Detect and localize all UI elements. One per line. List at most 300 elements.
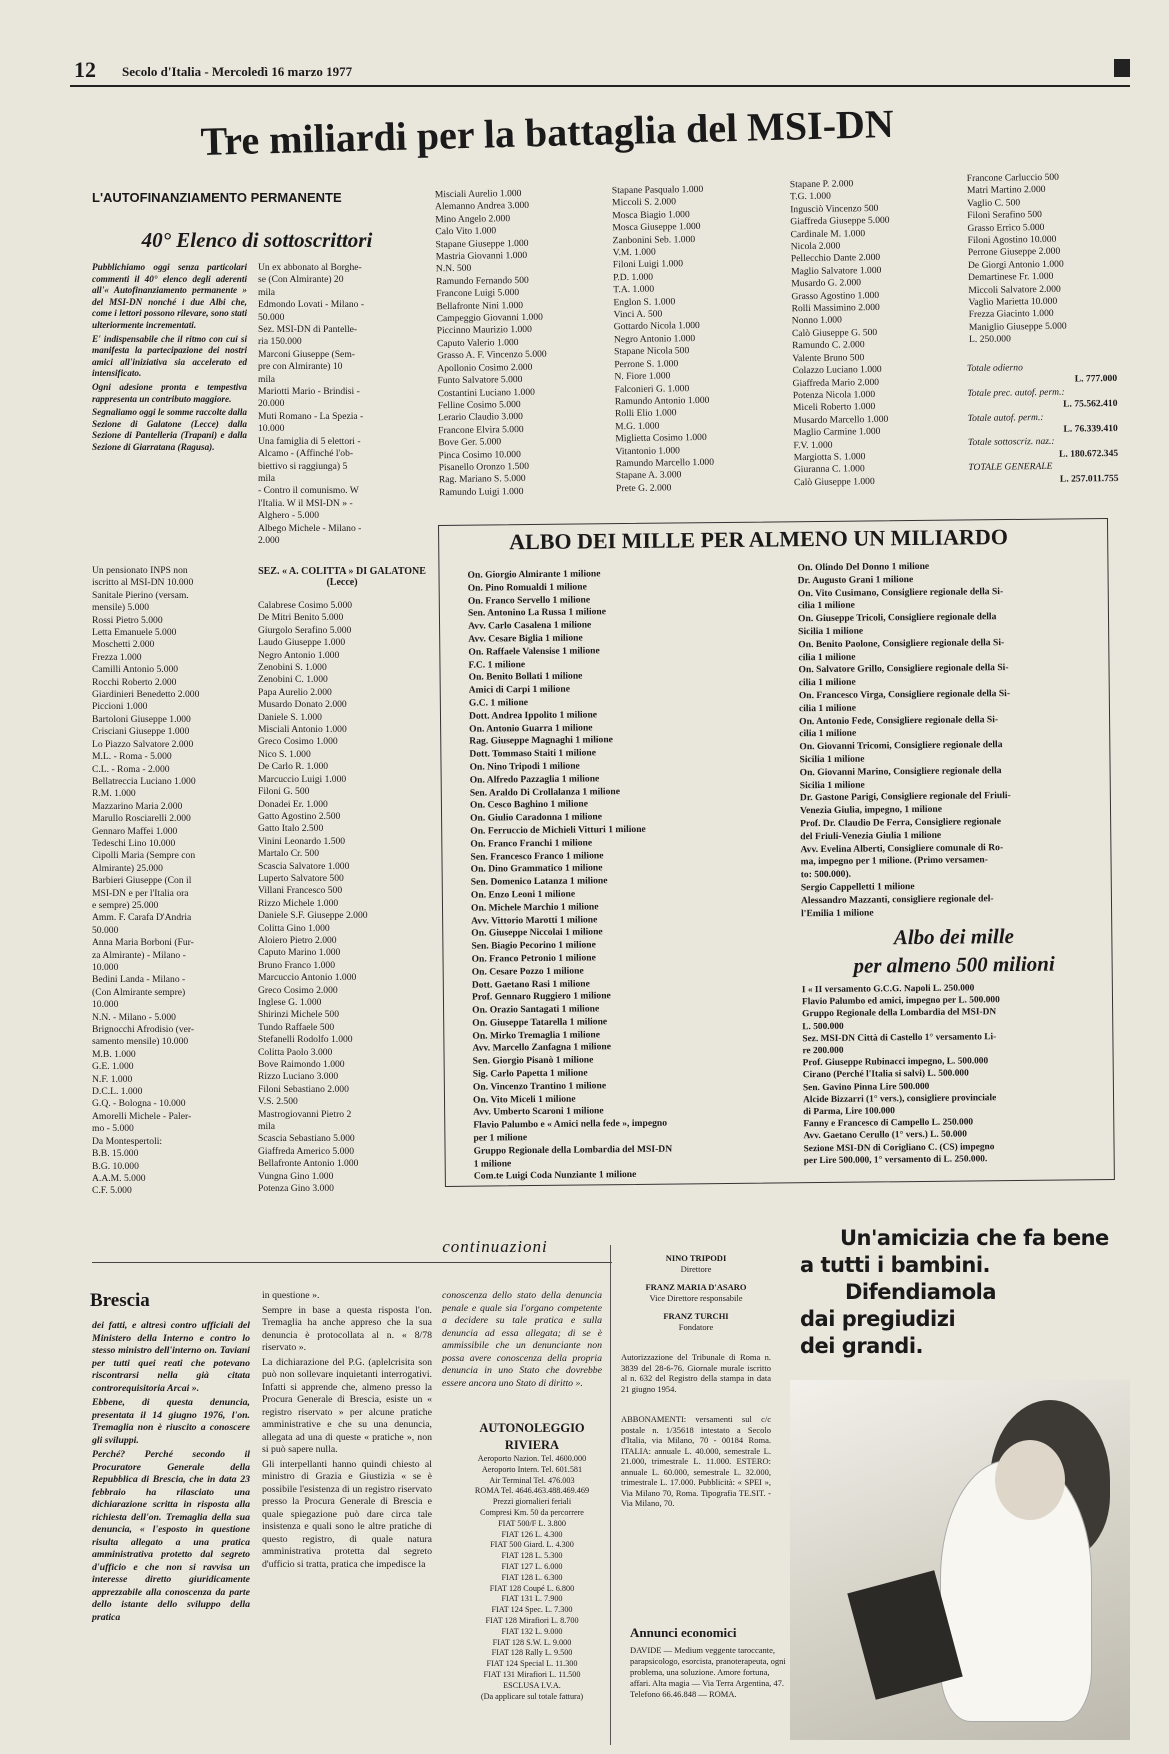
list-item: Mariotti Mario - Brindisi - <box>258 386 360 398</box>
section-kicker: L'AUTOFINANZIAMENTO PERMANENTE <box>92 190 342 205</box>
list-item: Pisanello Oronzo 1.500 <box>438 460 530 474</box>
list-item: Ramundo Antonio 1.000 <box>614 394 710 408</box>
list-item: Almirante) 25.000 <box>92 862 163 874</box>
list-item: Cardinale M. 1.000 <box>790 227 866 240</box>
albo-500-entry: Alcide Bizzarri (1° vers.), consigliere provinciale <box>802 1093 997 1106</box>
list-item: Daniele S. 1.000 <box>258 711 322 723</box>
list-item: B.G. 10.000 <box>92 1160 139 1172</box>
albo-entry: On. Franco Petronio 1 milione <box>471 952 596 965</box>
list-item: T.G. 1.000 <box>789 191 831 203</box>
total-label: Totale autof. perm.: <box>967 411 1044 424</box>
albo-500-entry: Fanny e Francesco di Campello L. 250.000 <box>803 1117 974 1130</box>
albo-entry: Sen. Giorgio Pisanò 1 milione <box>472 1054 594 1067</box>
list-item: ria 150.000 <box>258 336 302 348</box>
list-item: Campeggio Giovanni 1.000 <box>436 311 543 325</box>
list-item: Nonno 1.000 <box>791 314 842 327</box>
albo-entry: Rag. Giuseppe Magnaghi 1 milione <box>469 734 613 748</box>
list-item: Moschetti 2.000 <box>92 639 155 651</box>
albo-entry: cilia 1 milione <box>798 651 856 663</box>
totals-block <box>967 361 1119 523</box>
albo-entry: Sen. Francesco Franco 1 milione <box>470 849 604 863</box>
list-col4 <box>612 183 788 505</box>
intro-paragraph: E' indispensabile che il ritmo con cui si manifesta la partecipazione dei nostri amici all'iniziativa sia accelerato ed intensificato. <box>92 333 247 379</box>
albo-500-entry: Flavio Palumbo ed amici, impegno per L. 500.000 <box>801 995 1000 1008</box>
albo-entry: Dott. Gaetano Rasi 1 milione <box>471 977 590 991</box>
list-item: - Contro il comunismo. W <box>258 485 359 497</box>
list-item: De Carlo R. 1.000 <box>258 761 329 773</box>
albo-entry: On. Giovanni Tricomi, Consigliere regionale della <box>799 739 1003 753</box>
albo-entry: On. Giuseppe Tatarella 1 milione <box>472 1016 608 1029</box>
list-item: Giaffreda Mario 2.000 <box>792 376 880 389</box>
albo-mille-box <box>438 518 1115 1187</box>
list-item: Stapane A. 3.000 <box>615 469 682 482</box>
annunci-title: Annunci economici <box>630 1625 737 1640</box>
list-item: De Mitri Benito 5.000 <box>258 612 344 624</box>
article-paragraph: Gli interpellanti hanno quindi chiesto al ministro di Grazia e Giustizia « se è possibile l'esistenza di un registro riservato presso la Procura Generale di Brescia e quale spiegazione può dare circa tale insistenza e quali sono le altre pratiche di questo registro, di quale natura amministrativa protetta dal segreto d'ufficio si tratta, pratica che impedisce la <box>262 1458 432 1570</box>
albo-500-entry: I « II versamento G.C.G. Napoli L. 250.000 <box>801 983 975 996</box>
total-label: TOTALE GENERALE <box>968 461 1053 474</box>
brescia-title: Brescia <box>90 1290 150 1311</box>
list-item: C.L. - Roma - 2.000 <box>92 763 170 775</box>
albo-entry: On. Vito Miceli 1 milione <box>472 1093 576 1106</box>
list-item: Ingusciò Vincenzo 500 <box>790 202 879 216</box>
ad-headline-1: Un'amicizia che fa bene <box>840 1226 1109 1250</box>
total-label: Totale prec. autof. perm.: <box>967 386 1065 399</box>
list-item: 50.000 <box>258 311 285 323</box>
article-paragraph: Sempre in base a questa risposta l'on. Tremaglia ha anche appreso che la sua denuncia è protocollata al n. « 8/78 riservato ». <box>262 1304 432 1353</box>
list-item: mila <box>258 472 276 484</box>
list-item: Scascia Sebastiano 5.000 <box>258 1133 355 1145</box>
albo-entry: Avv. Umberto Scaroni 1 milione <box>473 1105 604 1119</box>
albo-entry: G.C. 1 milione <box>468 697 529 709</box>
list-item: Vitantonio 1.000 <box>615 444 681 457</box>
albo-entry: On. Giovanni Marino, Consigliere regionale della <box>799 764 1002 778</box>
list-item: Pellecchio Dante 2.000 <box>790 252 881 265</box>
autonoleggio-line: ROMA Tel. 4646.463.488.469.469 <box>474 1486 590 1496</box>
albo-entry: Avv. Evelina Alberti, Consigliere comunale di Ro- <box>800 841 1004 855</box>
albo-entry: cilia 1 milione <box>798 702 857 714</box>
list-item: Zanbonini Seb. 1.000 <box>612 233 696 246</box>
albo-entry: Sen. Biagio Pecorino 1 milione <box>471 939 596 952</box>
albo-entry: On. Enzo Leoni 1 milione <box>470 888 576 901</box>
director-role: Direttore <box>680 1263 712 1274</box>
list-item: Inglese G. 1.000 <box>258 997 322 1008</box>
list-item: N.N. - Milano - 5.000 <box>92 1011 176 1023</box>
list-item: Gottardo Nicola 1.000 <box>613 320 700 333</box>
divider <box>92 1262 612 1263</box>
list-item: Daniele S.F. Giuseppe 2.000 <box>258 910 368 922</box>
list-item: Calò Giuseppe 1.000 <box>793 475 875 488</box>
albo-500-entry: Cirano (Perché l'Italia si salvi) L. 500.000 <box>802 1068 969 1081</box>
main-headline: Tre miliardi per la battaglia del MSI-DN <box>200 100 895 164</box>
list-item: 10.000 <box>92 962 119 973</box>
list-item: Da Montespertoli: <box>92 1135 163 1147</box>
list-item: Zenobini S. 1.000 <box>258 662 327 674</box>
albo-entry: On. Dino Grammatico 1 milione <box>470 862 603 876</box>
list-item: Bedini Landa - Milano - <box>92 974 186 986</box>
article-paragraph: in questione ». <box>262 1290 320 1301</box>
list-item: Maniglio Giuseppe 5.000 <box>968 320 1067 333</box>
galatone-heading: SEZ. « A. COLITTA » DI GALATONE (Lecce) <box>258 566 426 588</box>
albo-entry: Avv. Vittorio Marotti 1 milione <box>471 913 598 927</box>
list-item: Scascia Salvatore 1.000 <box>258 860 350 872</box>
autonoleggio-line: FIAT 124 Spec. L. 7.300 <box>491 1605 573 1615</box>
intro-paragraph: Segnaliamo oggi le somme raccolte dalla Sezione di Galatone (Lecce) dalla Sezione di Pantelleria (Trapani) e dalla Sezione di Giarratana (Ragusa). <box>92 407 247 452</box>
list-item: Greco Cosimo 2.000 <box>258 984 338 996</box>
masthead-date: Secolo d'Italia - Mercoledì 16 marzo 1977 <box>122 64 353 79</box>
list-item: Lo Piazzo Salvatore 2.000 <box>92 738 194 750</box>
albo-entry: On. Franco Franchi 1 milione <box>470 837 593 850</box>
list-item: Stefanelli Rodolfo 1.000 <box>258 1034 353 1046</box>
albo-left-list <box>467 566 803 1183</box>
list-item: Tundo Raffaele 500 <box>258 1021 335 1033</box>
section-title: 40° Elenco di sottoscrittori <box>141 228 373 252</box>
total-value: L. 75.562.410 <box>1063 398 1118 410</box>
list-item: Lerario Claudio 3.000 <box>437 411 524 424</box>
list-item: Giurgolo Serafino 5.000 <box>258 624 352 636</box>
albo-entry: Dr. Gastone Parigi, Consigliere regionale del Friuli- <box>799 790 1011 804</box>
albo-entry: On. Franco Servello 1 milione <box>467 594 591 607</box>
albo-entry: to: 500.000). <box>800 868 852 881</box>
list-item: 50.000 <box>92 924 119 936</box>
albo-entry: Avv. Carlo Casalena 1 milione <box>468 619 592 632</box>
list-item: Sanitale Pierino (versam. <box>92 589 189 601</box>
albo-entry: Sicilia 1 milione <box>798 625 864 638</box>
list-item: Bellatreccia Luciano 1.000 <box>92 775 196 787</box>
autonoleggio-line: Aeroporto Intern. Tel. 601.581 <box>481 1464 583 1474</box>
list-item: pre con Almirante) 10 <box>258 361 343 373</box>
list-item: e sempre) 25.000 <box>92 899 159 911</box>
list-item: Un ex abbonato al Borghe- <box>258 262 362 273</box>
list-item: Crisciani Giuseppe 1.000 <box>92 726 190 738</box>
albo-entry: On. Benito Bollati 1 milione <box>468 670 583 684</box>
albo-entry: Avv. Cesare Biglia 1 milione <box>468 632 583 645</box>
list-col2 <box>258 600 426 1220</box>
list-item: Margiotta S. 1.000 <box>793 451 866 464</box>
autonoleggio-lines <box>452 1454 612 1702</box>
list-item: l'Italia. W il MSI-DN » - <box>258 497 353 509</box>
list-item: Giardinieri Benedetto 2.000 <box>92 689 200 701</box>
list-item: Shirinzi Michele 500 <box>258 1009 339 1021</box>
list-item: Albego Michele - Milano - <box>258 522 362 534</box>
list-item: Gatto Italo 2.500 <box>258 823 324 835</box>
list-item: Francone Elvira 5.000 <box>438 423 524 436</box>
list-item: Grasso A. F. Vincenzo 5.000 <box>437 348 547 362</box>
autonoleggio-line: FIAT 132 L. 9.000 <box>501 1626 563 1636</box>
list-item: Camilli Antonio 5.000 <box>92 664 179 676</box>
list-item: Stapane Nicola 500 <box>614 345 690 358</box>
autonoleggio-title: AUTONOLEGGIO <box>479 1421 585 1435</box>
list-item: Grasso Errico 5.000 <box>967 221 1045 234</box>
albo-entry: On. Giuseppe Tricoli, Consigliere regionale della <box>797 611 997 625</box>
continuazioni-title: continuazioni <box>442 1237 548 1256</box>
list-col2-top <box>258 262 426 562</box>
list-item: (Con Almirante sempre) <box>92 986 186 998</box>
list-item: Stapane P. 2.000 <box>789 178 854 191</box>
list-item: Cipolli Maria (Sempre con <box>92 850 196 862</box>
list-item: Miccoli S. 2.000 <box>611 196 677 209</box>
page-header <box>70 55 1130 87</box>
list-item: Misciali Aurelio 1.000 <box>434 188 522 201</box>
list-item: Alemanno Andrea 3.000 <box>434 200 530 213</box>
list-item: Miceli Roberto 1.000 <box>792 401 876 414</box>
vice-role: Vice Direttore responsabile <box>649 1292 743 1303</box>
list-item: F.V. 1.000 <box>793 439 833 451</box>
albo-500-title <box>801 921 1107 980</box>
albo-500-title-line2: per almeno 500 milioni <box>853 951 1055 978</box>
albo-entry: cilia 1 milione <box>797 600 855 612</box>
albo-entry: Sicilia 1 milione <box>799 779 865 791</box>
albo-entry: Dott. Andrea Ippolito 1 milione <box>468 709 598 722</box>
autonoleggio-line: FIAT 128 Coupé L. 6.800 <box>489 1583 575 1593</box>
list-item: Negro Antonio 1.000 <box>258 649 340 661</box>
albo-entry: cilia 1 milione <box>799 727 857 740</box>
albo-entry: Sen. Antonino La Russa 1 milione <box>467 606 607 620</box>
autonoleggio-line: FIAT 128 L. 5.300 <box>501 1551 563 1561</box>
list-item: Prete G. 2.000 <box>615 482 672 494</box>
albo-entry: Amici di Carpi 1 milione <box>468 683 571 696</box>
list-item: 20.000 <box>258 398 285 410</box>
article-col-b <box>262 1290 432 1573</box>
list-item: Marullo Rosciarelli 2.000 <box>92 813 191 825</box>
list-item: Demartinese Fr. 1.000 <box>968 271 1054 284</box>
article-col-a <box>92 1320 250 1626</box>
autonoleggio-line: FIAT 500/F L. 3.800 <box>498 1518 566 1528</box>
list-item: N.N. 500 <box>435 263 472 275</box>
list-item: Calò Giuseppe G. 500 <box>791 326 878 340</box>
list-item: Francone Carluccio 500 <box>966 171 1060 185</box>
list-item: Frezza Giacinto 1.000 <box>968 308 1054 321</box>
albo-entry: 1 milione <box>473 1157 512 1170</box>
albo-entry: ma, impegno per 1 milione. (Primo versamen- <box>800 854 989 868</box>
list-item: T.A. 1.000 <box>613 283 655 296</box>
list-item: iscritto al MSI-DN 10.000 <box>92 577 194 589</box>
list-item: Funto Salvatore 5.000 <box>437 374 523 387</box>
list-item: Maglio Salvatore 1.000 <box>790 264 882 278</box>
article-paragraph: conoscenza dello stato della denuncia penale e quale sia l'organo competente a decidere su tale pratica e sulla denuncia ad essa allegata; di se è ammissibile che un denunciante non possa avere conoscenza della propria denuncia in uno Stato che dovrebbe essere ancora uno Stato di diritto ». <box>442 1290 602 1389</box>
autonoleggio-line: Aeroporto Nazion. Tel. 4600.000 <box>477 1454 587 1463</box>
intro-text <box>92 262 247 456</box>
list-item: M.L. - Roma - 5.000 <box>92 751 172 763</box>
list-item: Edmondo Lovati - Milano - <box>258 299 365 311</box>
list-item: Una famiglia di 5 elettori - <box>258 435 361 447</box>
list-item: P.D. 1.000 <box>612 271 654 284</box>
list-item: Musardo G. 2.000 <box>791 277 862 290</box>
list-item: C.F. 5.000 <box>92 1185 132 1197</box>
albo-entry: On. Antonio Fede, Consigliere regionale della Si- <box>799 713 999 727</box>
list-item: Ramundo Fernando 500 <box>435 274 529 288</box>
list-item: Mino Angelo 2.000 <box>435 212 511 226</box>
autonoleggio-line: Air Terminal Tel. 476.003 <box>489 1475 575 1485</box>
albo-entry: On. Michele Marchio 1 milione <box>470 901 599 914</box>
founder-role: Fondatore <box>678 1321 714 1332</box>
albo-entry: l'Emilia 1 milione <box>801 906 874 919</box>
albo-entry: Flavio Palumbo e « Amici nella fede », impegno <box>473 1117 668 1131</box>
albo-entry: On. Cesare Pozzo 1 milione <box>471 965 584 978</box>
list-item: Barbieri Giuseppe (Con il <box>92 875 192 887</box>
albo-500-entry: re 200.000 <box>802 1045 844 1057</box>
albo-entry: F.C. 1 milione <box>468 658 526 671</box>
list-item: Marcuccio Antonio 1.000 <box>258 972 357 984</box>
list-item: G.Q. - Bologna - 10.000 <box>92 1098 186 1110</box>
list-item: N.F. 1.000 <box>92 1073 133 1085</box>
intro-paragraph: Pubblichiamo oggi senza particolari commenti il 40° elenco degli aderenti all'« Autofinanziamento permanente » del MSI-DN nonché i due Albi che, come i lettori possono rilevare, sono stati ulteriormente incrementati. <box>92 262 247 330</box>
albo-entry: On. Alfredo Pazzaglia 1 milione <box>469 773 600 786</box>
article-col-c <box>442 1290 602 1392</box>
list-item: mensile) 5.000 <box>92 602 150 614</box>
ad-photo <box>790 1380 1130 1740</box>
albo-500-entry: per Lire 500.000, 1° versamento di L. 250.000. <box>803 1154 988 1167</box>
list-item: za Almirante) - Milano - <box>92 949 186 961</box>
list-item: De Giorgi Antonio 1.000 <box>967 258 1064 271</box>
albo-entry: On. Raffaele Valensise 1 milione <box>468 645 600 658</box>
list-item: Filoni Agostino 10.000 <box>967 233 1057 247</box>
list-item: Apollonio Cosimo 2.000 <box>437 361 533 374</box>
list-item: Vaglio Marietta 10.000 <box>968 295 1058 309</box>
albo-entry: per 1 milione <box>473 1132 528 1144</box>
albo-entry: On. Antonio Guarra 1 milione <box>469 721 593 735</box>
list-item: Papa Aurelio 2.000 <box>258 686 332 698</box>
list-item: M.B. 1.000 <box>92 1048 136 1060</box>
list-item: Gatto Agostino 2.500 <box>258 810 341 822</box>
albo-500-entry: Prof. Giuseppe Rubinacci impegno, L. 500.000 <box>802 1056 989 1069</box>
list-item: Englon S. 1.000 <box>613 295 676 308</box>
total-value: L. 180.672.345 <box>1058 447 1119 460</box>
list-item: mila <box>258 1121 276 1133</box>
list-item: Rizzo Michele 1.000 <box>258 897 339 909</box>
child-face-shape <box>995 1440 1065 1520</box>
ad-headline-4: dai pregiudizi <box>800 1307 956 1331</box>
list-item: Potenza Nicola 1.000 <box>792 388 876 402</box>
autonoleggio-line: Compresi Km. 50 da percorrere <box>480 1507 584 1517</box>
list-item: Tedeschi Lino 10.000 <box>92 837 176 849</box>
list-item: Mosca Biagio 1.000 <box>612 208 690 222</box>
list-item: Matri Martino 2.000 <box>966 184 1046 197</box>
autonoleggio-line: Prezzi giornalieri feriali <box>492 1497 572 1507</box>
autonoleggio-name: RIVIERA <box>504 1438 560 1452</box>
albo-500-entry: di Parma, Lire 100.000 <box>803 1106 895 1118</box>
list-item: Francone Luigi 5.000 <box>436 287 520 300</box>
article-paragraph: Perché? Perché secondo il Procuratore Generale della Repubblica di Brescia, che in data 23 febbraio ha rilasciato una dichiarazione scritta in risposta alla richiesta dell'on. Tremaglia della sua denuncia, « l'esposto in questione risulta allegato a una pratica amministrativa protetto dal segreto d'ufficio e che non si ravvisa un interesse diretto giuridicamente apprezzabile alla conoscenza da parte dello istante dello sviluppo della pratica <box>92 1449 250 1623</box>
list-item: Perrone Giuseppe 2.000 <box>967 246 1061 259</box>
albo-entry: On. Salvatore Grillo, Consigliere regionale della Si- <box>798 662 1009 676</box>
autonoleggio-ad <box>452 1420 612 1702</box>
list-item: Ramundo Marcello 1.000 <box>615 456 715 470</box>
list-item: Bruno Franco 1.000 <box>258 959 336 971</box>
list-item: Filoni G. 500 <box>258 786 310 798</box>
list-item: Rizzo Luciano 3.000 <box>258 1071 339 1083</box>
list-item: Negro Antonio 1.000 <box>613 332 696 346</box>
albo-500-entry: Avv. Gaetano Cerullo (1° vers.) L. 50.000 <box>803 1129 967 1142</box>
autonoleggio-line: FIAT 126 L. 4.300 <box>501 1529 563 1539</box>
list-item: V.M. 1.000 <box>612 246 656 259</box>
list-item: Costantini Luciano 1.000 <box>437 386 535 399</box>
albo-entry: On. Giulio Caradonna 1 milione <box>470 811 603 824</box>
albo-entry: On. Ferruccio de Michieli Vitturi 1 milione <box>470 823 646 837</box>
albo-entry: On. Pino Romualdi 1 milione <box>467 581 587 594</box>
list-col6 <box>967 171 1120 363</box>
albo-entry: On. Vito Cusimano, Consigliere regionale della Si- <box>797 585 1004 599</box>
ad-headline-2: a tutti i bambini. <box>800 1253 991 1277</box>
albo-500-entry: Sezione MSI-DN di Corigliano C. (CS) impegno <box>803 1141 995 1154</box>
list-item: mo - 5.000 <box>92 1123 134 1135</box>
intro-paragraph: Ogni adesione pronta e tempestiva rappresenta un contributo maggiore. <box>92 381 247 404</box>
list-col5 <box>790 177 964 499</box>
list-item: Amorelli Michele - Paler- <box>92 1110 192 1122</box>
list-item: Ramundo C. 2.000 <box>792 339 865 352</box>
list-item: Perrone S. 1.000 <box>614 357 679 370</box>
list-item: Felline Cosimo 5.000 <box>437 398 521 412</box>
list-item: Rolli Massimino 2.000 <box>791 302 880 315</box>
list-item: Mosca Giuseppe 1.000 <box>612 221 701 234</box>
list-item: Potenza Gino 3.000 <box>258 1183 334 1195</box>
albo-entry: Dott. Tommaso Staiti 1 milione <box>469 747 597 760</box>
list-item: Stapane Pasqualo 1.000 <box>611 183 704 197</box>
autonoleggio-line: FIAT 131 L. 7.900 <box>501 1594 563 1604</box>
list-item: Bartoloni Giuseppe 1.000 <box>92 713 191 725</box>
list-item: 10.000 <box>92 999 119 1011</box>
albo-500-entry: Sen. Gavino Pinna Lire 500.000 <box>802 1081 930 1093</box>
ad-headline-5: dei grandi. <box>800 1334 924 1358</box>
list-item: Filoni Sebastiano 2.000 <box>258 1083 349 1095</box>
autonoleggio-line: FIAT 128 L. 6.300 <box>501 1572 563 1582</box>
albo-500-entry: L. 500.000 <box>802 1021 844 1032</box>
list-item: Luperto Salvatore 500 <box>258 872 344 884</box>
list-item: Piccinno Maurizio 1.000 <box>436 324 532 337</box>
albo-entry: Sicilia 1 milione <box>799 753 865 766</box>
director-name: NINO TRIPODI <box>665 1253 727 1263</box>
albo-mille-title: ALBO DEI MILLE PER ALMENO UN MILIARDO <box>509 524 1009 555</box>
list-item: R.M. 1.000 <box>92 788 136 800</box>
albo-entry: On. Nino Tripodi 1 milione <box>469 760 580 773</box>
list-item: Colazzo Luciano 1.000 <box>792 364 882 377</box>
list-item: Amm. F. Carafa D'Andria <box>92 912 192 924</box>
albo-500-title-line1: Albo dei mille <box>893 923 1015 950</box>
list-item: Villani Francesco 500 <box>258 885 343 897</box>
list-item: Pinca Cosimo 10.000 <box>438 448 521 461</box>
list-item: Colitta Gino 1.000 <box>258 922 330 934</box>
founder-name: FRANZ TURCHI <box>663 1311 729 1321</box>
list-item: Mazzarino Maria 2.000 <box>92 800 183 812</box>
albo-entry: On. Cesco Baghino 1 milione <box>469 798 589 812</box>
list-item: V.S. 2.500 <box>258 1096 298 1108</box>
list-item: Valente Bruno 500 <box>792 351 865 364</box>
list-item: D.C.L. 1.000 <box>92 1086 143 1098</box>
list-item: Rolli Elio 1.000 <box>614 407 677 420</box>
list-item: Miccoli Salvatore 2.000 <box>968 283 1061 296</box>
list-item: Caputo Valerio 1.000 <box>436 336 519 350</box>
list-item: Nicola 2.000 <box>790 240 841 253</box>
autonoleggio-line: FIAT 128 S.W. L. 9.000 <box>492 1637 572 1647</box>
list-item: Calo Vito 1.000 <box>435 225 497 238</box>
corner-mark-icon <box>1114 59 1130 77</box>
list-item: Maglio Carmine 1.000 <box>793 426 881 439</box>
list-item: Anna Maria Borboni (Fur- <box>92 937 194 949</box>
albo-entry: cilia 1 milione <box>798 676 856 689</box>
list-item: Piccioni 1.000 <box>92 701 148 713</box>
list-item: Giaffreda Americo 5.000 <box>258 1145 354 1157</box>
vice-name: FRANZ MARIA D'ASARO <box>645 1282 747 1292</box>
autonoleggio-line: FIAT 127 L. 6.000 <box>501 1561 563 1571</box>
albo-entry: On. Vincenzo Trantino 1 milione <box>472 1080 607 1093</box>
list-item: Marconi Giuseppe (Sem- <box>258 348 355 360</box>
list-item: Bove Raimondo 1.000 <box>258 1059 345 1071</box>
list-item: Filoni Serafino 500 <box>967 209 1042 222</box>
list-item: Sez. MSI-DN di Pantelle- <box>258 324 358 336</box>
albo-500-entry: Sez. MSI-DN Città di Castello 1° versamento Li- <box>802 1031 997 1045</box>
albo-entry: Prof. Gennaro Ruggiero 1 milione <box>471 990 611 1003</box>
list-item: Un pensionato INPS non <box>92 565 188 576</box>
